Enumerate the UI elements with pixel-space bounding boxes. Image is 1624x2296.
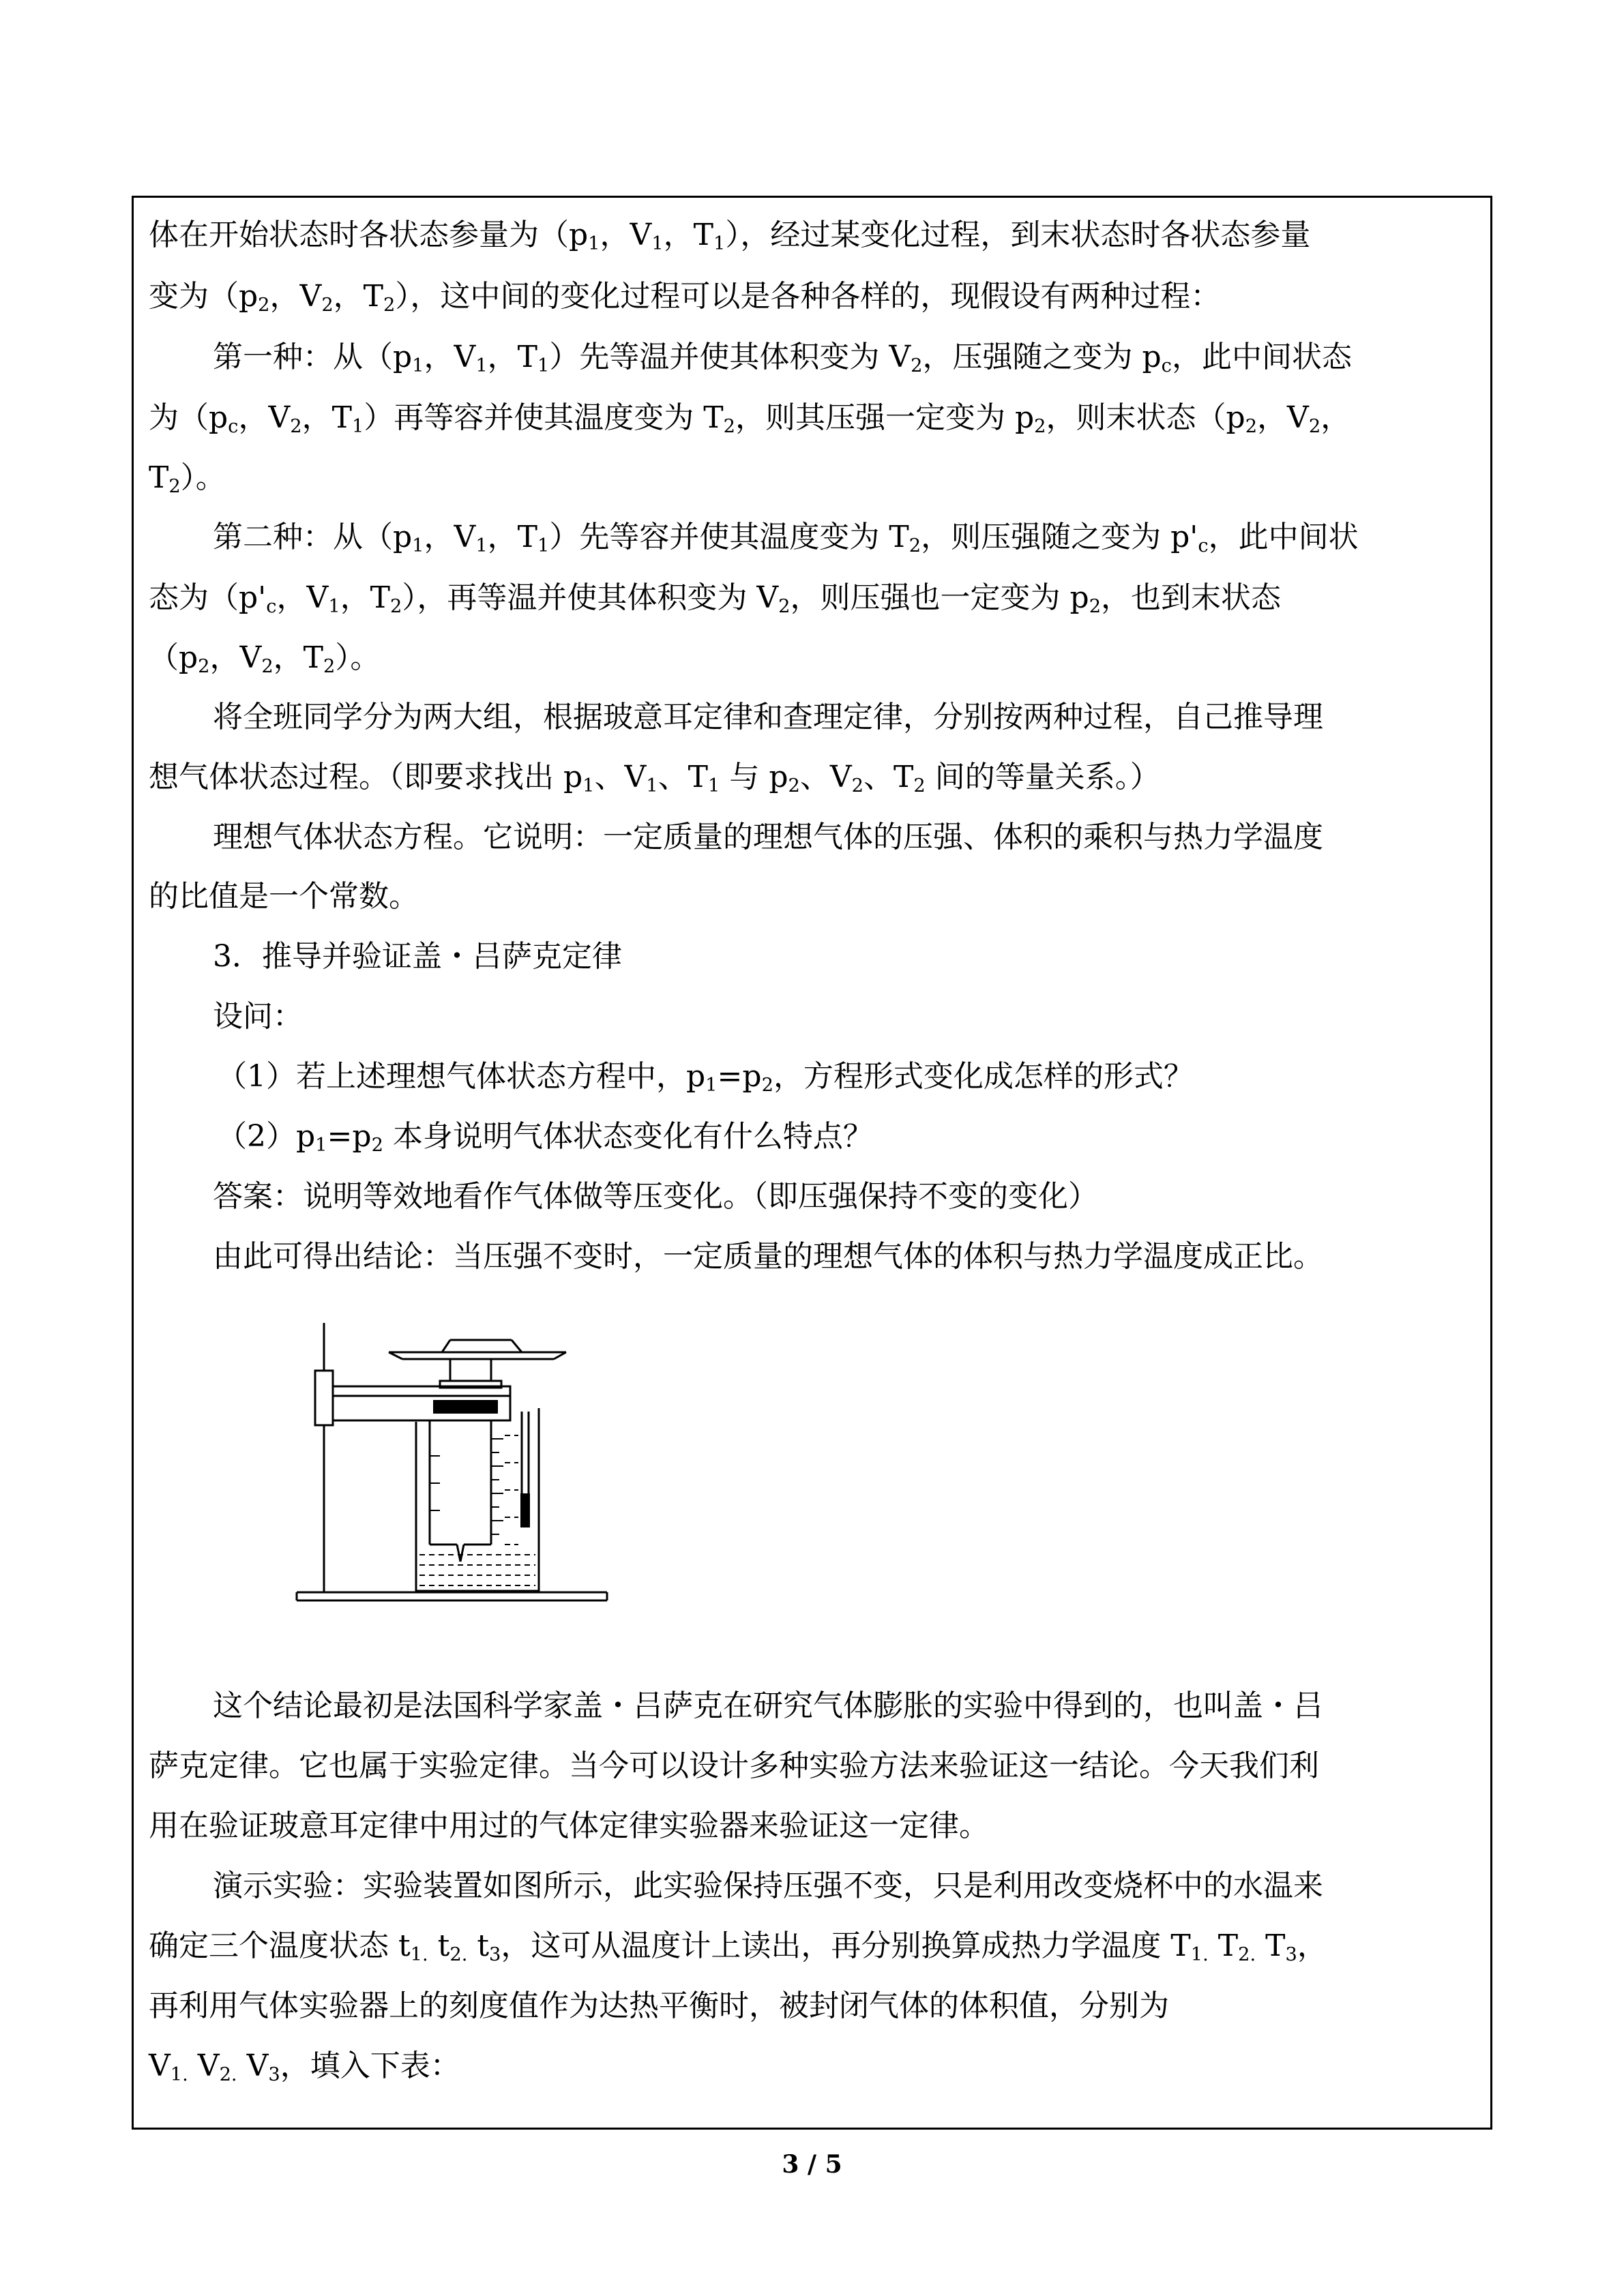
- experiment-apparatus-figure: [286, 1320, 614, 1613]
- text-line: 确定三个温度状态 $t_{1.}$ $t_{2.}$ $t_3$，这可从温度计上读出，再分别换算成热力学温度 $T_{1.}$ $T_{2.}$ $T_3$，: [149, 1928, 1327, 1965]
- section-heading: 3．推导并验证盖・吕萨克定律: [213, 939, 622, 974]
- text-line: 第二种：从（$p_1$，$V_1$，$T_1$）先等容并使其温度变为 $T_2$，则压强随之变为 $p'_c$，此中间状: [213, 520, 1359, 556]
- text-line: 体在开始状态时各状态参量为（$p_1$，$V_1$，$T_1$），经过某变化过程，到末状态时各状态参量: [149, 218, 1311, 254]
- text-line: 再利用气体实验器上的刻度值作为达热平衡时，被封闭气体的体积值，分别为: [149, 1988, 1169, 2023]
- text-line: 由此可得出结论：当压强不变时，一定质量的理想气体的体积与热力学温度成正比。: [213, 1239, 1323, 1274]
- text-line: 变为（$p_2$，$V_2$，$T_2$），这中间的变化过程可以是各种各样的，现假设有两种过程：: [149, 279, 1221, 316]
- text-line: 态为（$p'_c$，$V_1$，$T_2$），再等温并使其体积变为 $V_2$，则压强也一定变为 $p_2$，也到末状态: [149, 580, 1282, 617]
- page-number: 3 / 5: [782, 2150, 842, 2179]
- text-line: 理想气体状态方程。它说明：一定质量的理想气体的压强、体积的乘积与热力学温度: [213, 820, 1323, 854]
- text-line: （1）若上述理想气体状态方程中，$p_1=p_2$，方程形式变化成怎样的形式？: [217, 1059, 1194, 1096]
- text-line: $T_2$）。: [149, 460, 226, 497]
- text-line: 第一种：从（$p_1$，$V_1$，$T_1$）先等温并使其体积变为 $V_2$，压强随之变为 $p_c$，此中间状态: [213, 340, 1352, 376]
- text-line: （$p_2$，$V_2$，$T_2$）。: [149, 640, 381, 677]
- text-line: 将全班同学分为两大组，根据玻意耳定律和查理定律，分别按两种过程，自己推导理: [213, 700, 1323, 734]
- text-line: 这个结论最初是法国科学家盖・吕萨克在研究气体膨胀的实验中得到的，也叫盖・吕: [213, 1688, 1323, 1723]
- text-line: 想气体状态过程。（即要求找出 $p_1$、$V_1$、$T_1$ 与 $p_2$、$V_2$、$T_2$ 间的等量关系。）: [149, 760, 1160, 796]
- text-line: 萨克定律。它也属于实验定律。当今可以设计多种实验方法来验证这一结论。今天我们利: [149, 1748, 1319, 1783]
- text-line: $(2)p_1=p_2$ 本身说明气体状态变化有什么特点？: [217, 1119, 873, 1156]
- text-line: 的比值是一个常数。: [149, 879, 419, 914]
- text-line: $V_{1.}$ $V_{2.}$ $V_3$，填入下表：: [149, 2048, 460, 2085]
- text-line: 演示实验：实验装置如图所示，此实验保持压强不变，只是利用改变烧杯中的水温来: [213, 1868, 1323, 1903]
- text-line: 设问：: [213, 999, 303, 1034]
- text-line: 为（$p_c$，$V_2$，$T_1$）再等容并使其温度变为 $T_2$，则其压强一定变为 $p_2$，则末状态（$p_2$，$V_2$，: [149, 400, 1351, 437]
- text-line: 用在验证玻意耳定律中用过的气体定律实验器来验证这一定律。: [149, 1808, 989, 1843]
- text-line: 答案：说明等效地看作气体做等压变化。（即压强保持不变的变化）: [213, 1179, 1098, 1214]
